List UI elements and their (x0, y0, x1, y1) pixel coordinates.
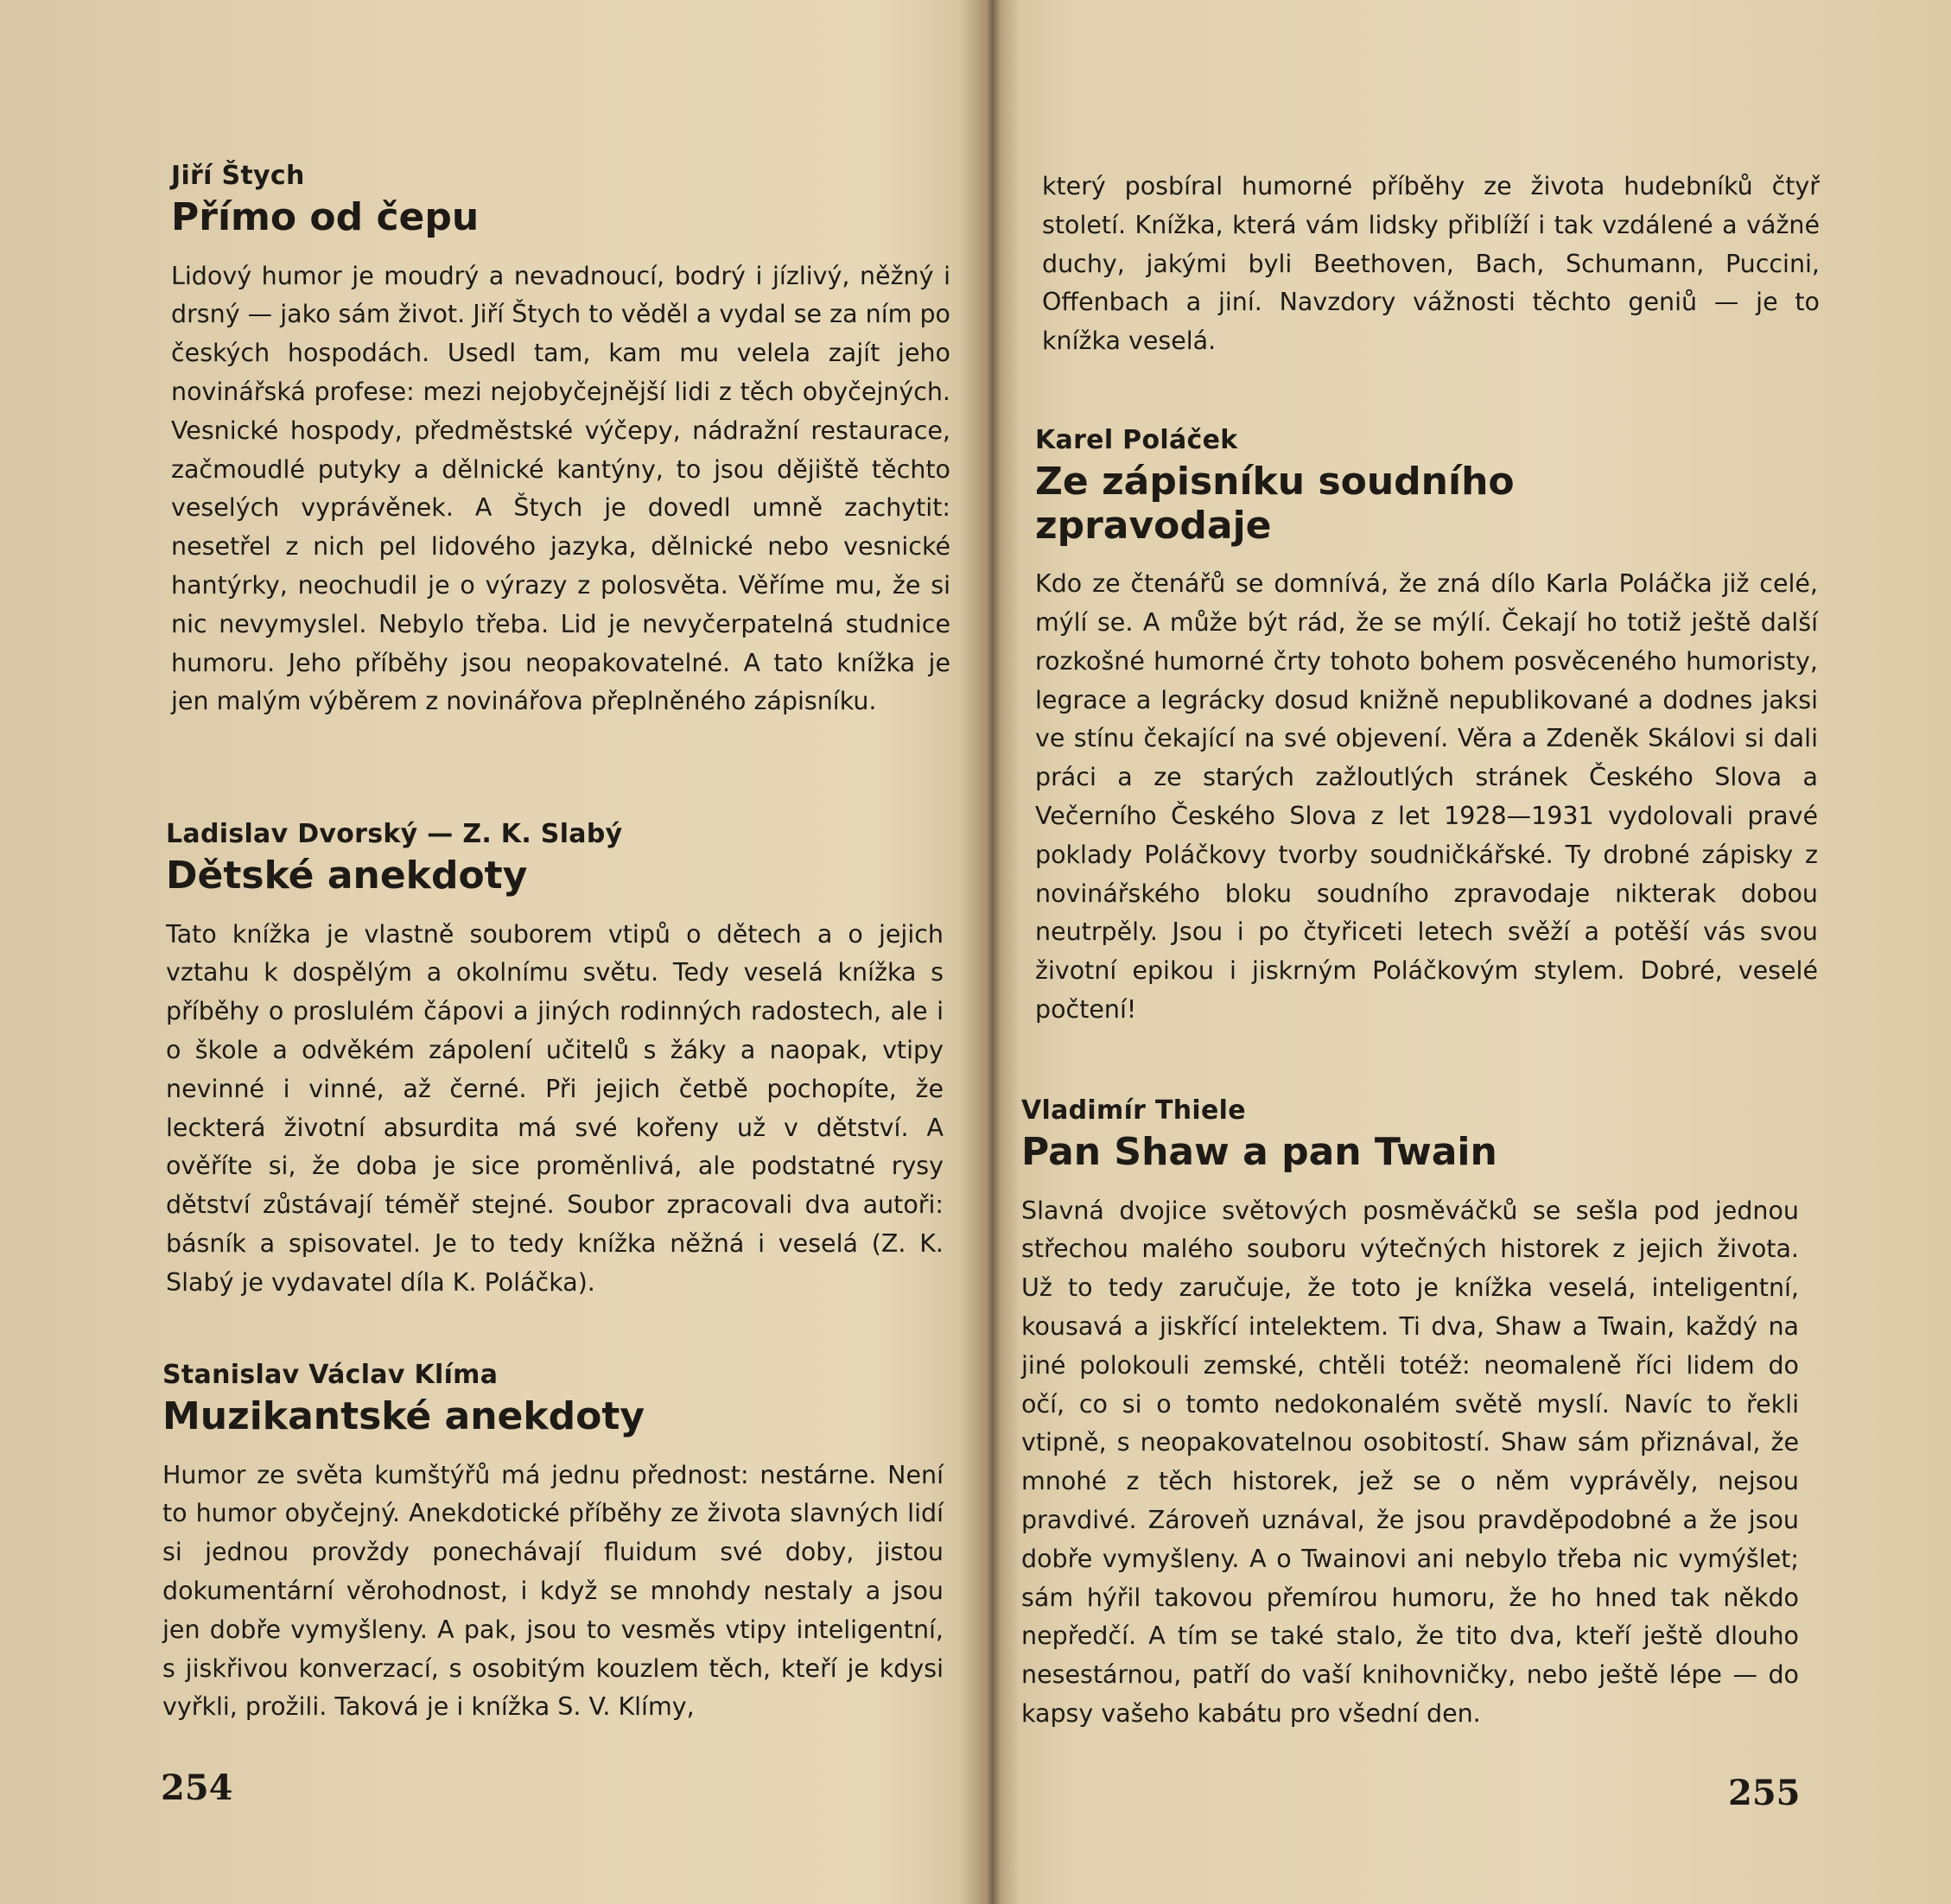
continuation-text: který posbíral humorné příběhy ze života hudebníků čtyř století. Knížka, která vám lidsky přiblíží i tak vzdálené a vážné duchy, jakými byli Beethoven, Bach, Schumann, Puccini, Offenbach a jiní. Navzdory vážnosti těchto geniů — je to knížka veselá. (1042, 172, 1820, 356)
entry-text: Kdo ze čtenářů se domnívá, že zná dílo Karla Poláčka již celé, mýlí se. A může být rád, že se mýlí. Čekají ho totiž ještě další rozkošné humorné črty tohoto bohem posvěceného humoristy, legrace a legrácky dosud knižně nepublikované a dodnes jaksi ve stínu čekající na své objevení. Věra a Zdeněk Skálovi si dali práci a ze starých zažloutlých stránek Českého Slova a Večerního Českého Slova z let 1928—1931 vydolovali pravé poklady Poláčkovy tvorby soudničkářské. Ty drobné zápisky z novinářského bloku soudního zpravodaje nikterak dobou neutrpěly. Jsou i po čtyřiceti letech svěží a potěší vás svou životní epikou i jiskrným Poláčkovým stylem. Dobré, veselé počtení! (1035, 569, 1818, 1024)
entry-klima (162, 1360, 944, 1727)
entry-text: Slavná dvojice světových posměváčků se sešla pod jednou střechou malého souboru výtečných historek z jejich života. Už to tedy zaručuje, že toto je knížka veselá, inteligentní, kousavá a jiskřící intelektem. Ti dva, Shaw a Twain, každý na jiné polokouli zemské, chtěli totéž: neomaleně říci lidem do očí, co si o tomto nedokonalém světě myslí. Navíc to řekli vtipně, s neopakovatelnou osobitostí. Shaw sám přiznával, že mnohé z těch historek, jež se o něm vyprávěly, nejsou pravdivé. Zároveň uznával, že jsou pravděpodobné a že jsou dobře vymyšleny. A o Twainovi ani nebylo třeba nic vymýšlet; sám hýřil takovou přemírou humoru, že ho hned tak někdo nepředčí. A tím se také stalo, že tito dva, kteří ještě dlouho nesestárnou, patří do vaší knihovničky, nebo ještě lépe — do kapsy vašeho kabátu pro všední den. (1021, 1196, 1799, 1728)
entry-dvorsky-slaby (166, 819, 944, 1303)
entry-title: Muzikantské anekdoty (162, 1394, 645, 1438)
entry-text: Humor ze světa kumštýřů má jednu přednost: nestárne. Není to humor obyčejný. Anekdotické příběhy ze života slavných lidí si jednou provždy ponechávají fluidum své doby, jistou dokumentární věrohodnost, i když se mnohdy nestaly a jsou jen dobře vymyšleny. A pak, jsou to vesměs vtipy inteligentní, s jiskřivou konverzací, s osobitým kouzlem těch, kteří je kdysi vyřkli, prožili. Taková je i knížka S. V. Klímy, (162, 1460, 944, 1722)
entry-stych (171, 161, 950, 721)
entry-title: Dětské anekdoty (166, 854, 528, 898)
entry-author: Jiří Štych (171, 161, 305, 191)
entry-text: Tato knížka je vlastně souborem vtipů o dětech a o jejich vztahu k dospělým a okolnímu světu. Tedy veselá knížka s příběhy o proslulém čápovi a jiných rodinných radostech, ale i o škole a odvěkém zápolení učitelů s žáky a naopak, vtipy nevinné i vinné, až černé. Při jejich četbě pochopíte, že leckterá životní absurdita má své kořeny už v dětství. A ověříte si, že doba je sice proměnlivá, ale podstatné rysy dětství zůstávají téměř stejné. Soubor zpracovali dva autoři: básník a spisovatel. Je to tedy knížka něžná i veselá (Z. K. Slabý je vydavatel díla K. Poláčka). (166, 919, 944, 1297)
right-page (994, 0, 1951, 1904)
page-number-right: 255 (1728, 1773, 1801, 1813)
entry-thiele (1021, 1095, 1799, 1734)
page-number-left: 254 (161, 1768, 233, 1808)
entry-author: Karel Poláček (1035, 425, 1238, 455)
entry-title: Pan Shaw a pan Twain (1021, 1130, 1497, 1174)
entry-polacek (1035, 425, 1818, 1030)
entry-title: Přímo od čepu (171, 195, 480, 239)
entry-author: Ladislav Dvorský — Z. K. Slabý (166, 819, 623, 849)
entry-title: Ze zápisníku soudního zpravodaje (1035, 460, 1515, 548)
entry-continuation (1042, 168, 1820, 361)
entry-author: Stanislav Václav Klíma (162, 1360, 499, 1390)
entry-text: Lidový humor je moudrý a nevadnoucí, bodrý i jízlivý, něžný i drsný — jako sám život. Jiří Štych to věděl a vydal se za ním po českých hospodách. Usedl tam, kam mu velela zajít jeho novinářská profese: mezi nejobyčejnější lidi z těch obyčejných. Vesnické hospody, předměstské výčepy, nádražní restaurace, začmoudlé putyky a dělnické kantýny, to jsou dějiště těchto veselých vyprávěnek. A Štych je dovedl umně zachytit: nesetřel z nich pel lidového jazyka, dělnické nebo vesnické hantýrky, neochudil je o výrazy z polosvěta. Věříme mu, že si nic nevymyslel. Nebylo třeba. Lid je nevyčerpatelná studnice humoru. Jeho příběhy jsou neopakovatelné. A tato knížka je jen malým výběrem z novinářova přeplněného zápisníku. (171, 261, 950, 716)
entry-author: Vladimír Thiele (1021, 1095, 1246, 1126)
